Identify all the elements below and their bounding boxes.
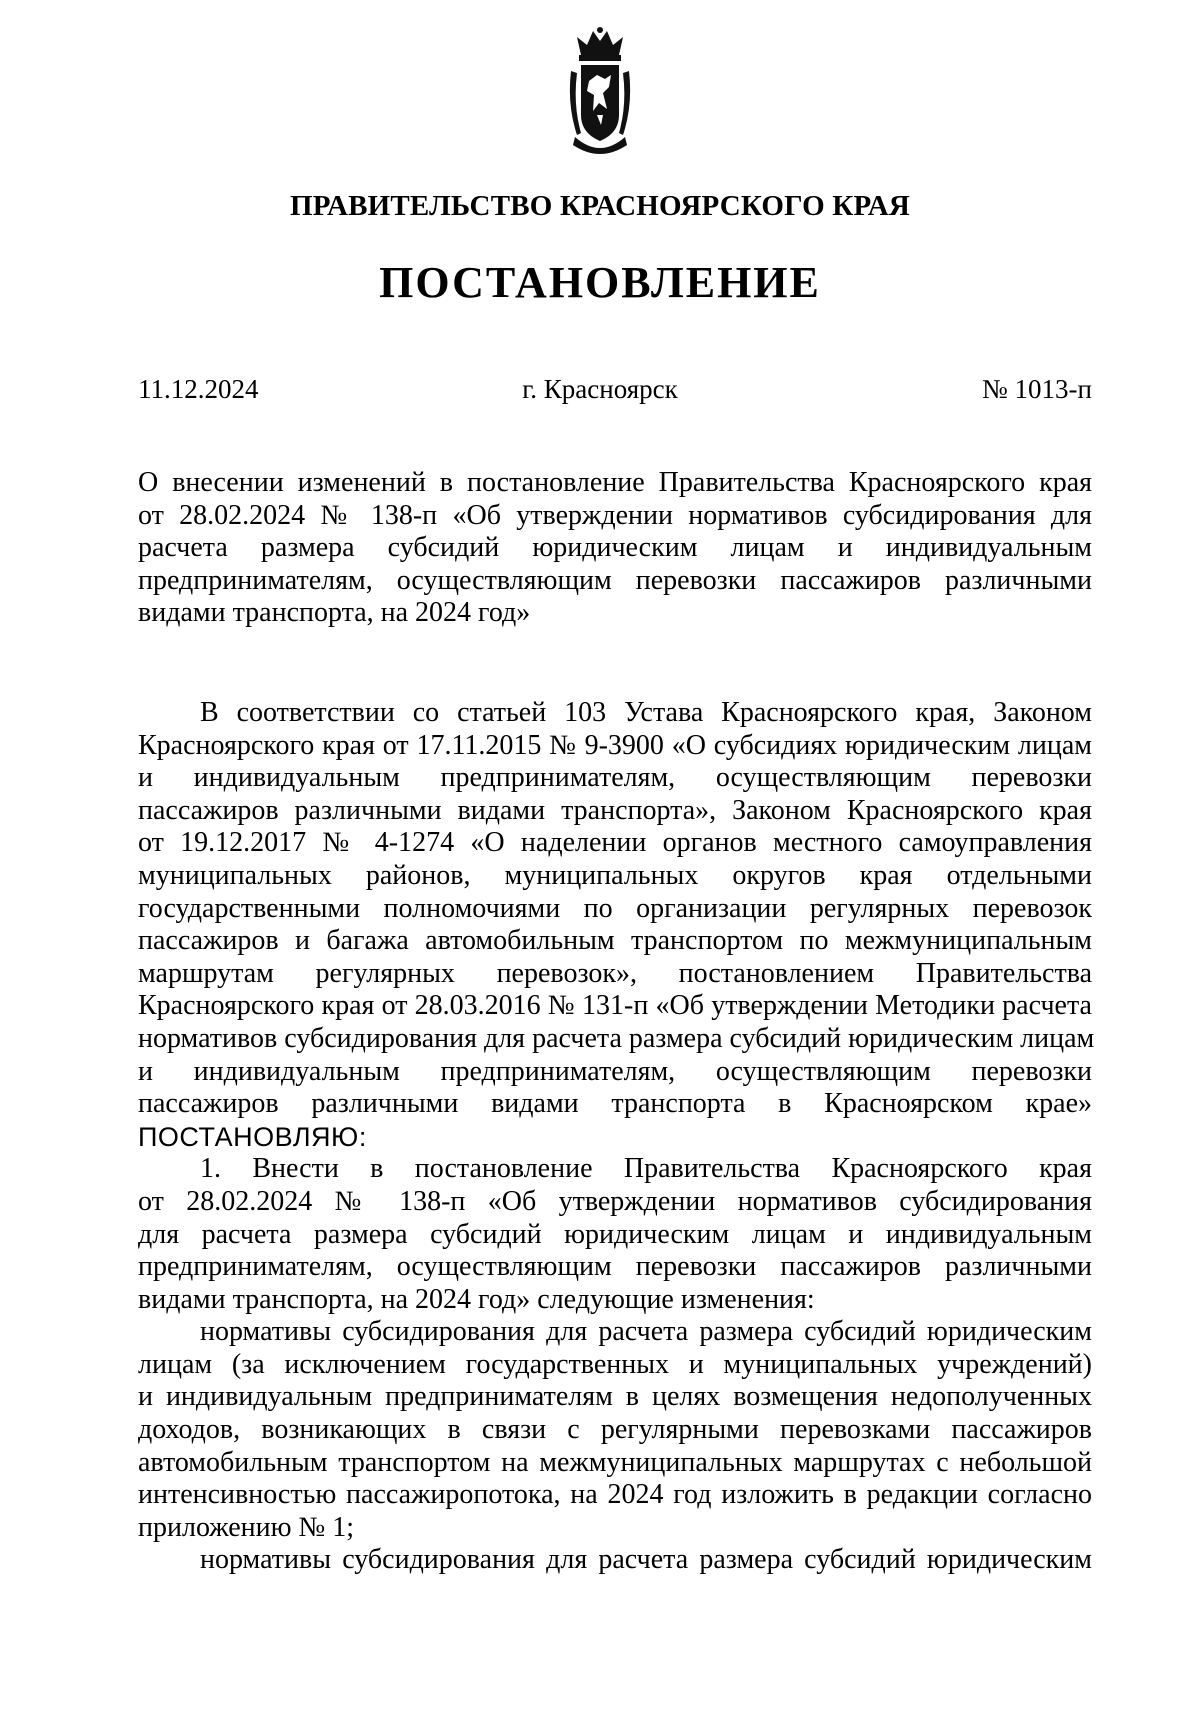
title-line: расчета размера субсидий юридическим лицам и индивидуальным [138, 532, 1092, 563]
title-line: О внесении изменений в постановление Правительства Красноярского края [138, 467, 1092, 498]
document-title [138, 467, 1092, 630]
body-line: и индивидуальным предпринимателям, осуществляющим перевозки [138, 762, 1092, 794]
body-line: пассажиров различными видами транспорта», Законом Красноярского края [138, 794, 1092, 826]
body-line: и индивидуальным предпринимателям в целях возмещения недополученных [138, 1381, 1092, 1413]
body-line: В соответствии со статьей 103 Устава Красноярского края, Законом [200, 697, 1092, 728]
body-line: пассажиров различными видами транспорта в Красноярском крае» [138, 1088, 1092, 1120]
document-date: 11.12.2024 [138, 374, 259, 404]
body-line: пассажиров и багажа автомобильным транспортом по межмуниципальным [138, 925, 1092, 957]
body-line: Красноярского края от 17.11.2015 № 9-3900 «О субсидиях юридическим лицам [138, 729, 1092, 761]
organization-name: ПРАВИТЕЛЬСТВО КРАСНОЯРСКОГО КРАЯ [289, 190, 911, 222]
body-line: приложению № 1; [138, 1511, 355, 1543]
body-line: автомобильным транспортом на межмуниципальных маршрутах с небольшой [138, 1446, 1092, 1478]
title-line: предпринимателям, осуществляющим перевозки пассажиров различными [138, 564, 1092, 596]
title-line: от 28.02.2024 № 138-п «Об утверждении нормативов субсидирования для [138, 499, 1092, 531]
body-line: лицам (за исключением государственных и муниципальных учреждений) [138, 1348, 1092, 1380]
body-line: интенсивностью пассажиропотока, на 2024 год изложить в редакции согласно [138, 1479, 1092, 1511]
document-type: ПОСТАНОВЛЕНИЕ [379, 258, 821, 307]
body-line: доходов, возникающих в связи с регулярными перевозками пассажиров [138, 1414, 1092, 1446]
body-line: от 19.12.2017 № 4-1274 «О наделении органов местного самоуправления [138, 827, 1092, 859]
krasnoyarsk-coat-of-arms-icon [567, 25, 633, 159]
body-line: от 28.02.2024 № 138-п «Об утверждении нормативов субсидирования [138, 1185, 1092, 1217]
body-line: и индивидуальным предпринимателям, осуществляющим перевозки [138, 1055, 1092, 1087]
document-city: г. Красноярск [522, 374, 678, 404]
body-line: муниципальных районов, муниципальных округов края отдельными [138, 859, 1092, 891]
body-line: маршрутам регулярных перевозок», постановлением Правительства [138, 957, 1092, 989]
decree-word: ПОСТАНОВЛЯЮ: [138, 1121, 367, 1152]
body-line: нормативы субсидирования для расчета размера субсидий юридическим [200, 1316, 1092, 1348]
body-line: 1. Внести в постановление Правительства Красноярского края [200, 1153, 1092, 1185]
document-body [138, 697, 1095, 1577]
document-number: № 1013-п [982, 374, 1092, 404]
body-line: для расчета размера субсидий юридическим лицам и индивидуальным [138, 1218, 1092, 1250]
body-line: нормативов субсидирования для расчета размера субсидий юридическим лицам [138, 1022, 1095, 1054]
title-line: видами транспорта, на 2024 год» [138, 597, 531, 628]
body-line: нормативы субсидирования для расчета размера субсидий юридическим [200, 1544, 1092, 1576]
body-line: предпринимателям, осуществляющим перевозки пассажиров различными [138, 1251, 1092, 1283]
body-line: государственными полномочиями по организации регулярных перевозок [138, 892, 1092, 924]
body-line: видами транспорта, на 2024 год» следующие изменения: [138, 1283, 815, 1315]
body-line: Красноярского края от 28.03.2016 № 131-п «Об утверждении Методики расчета [138, 990, 1092, 1022]
